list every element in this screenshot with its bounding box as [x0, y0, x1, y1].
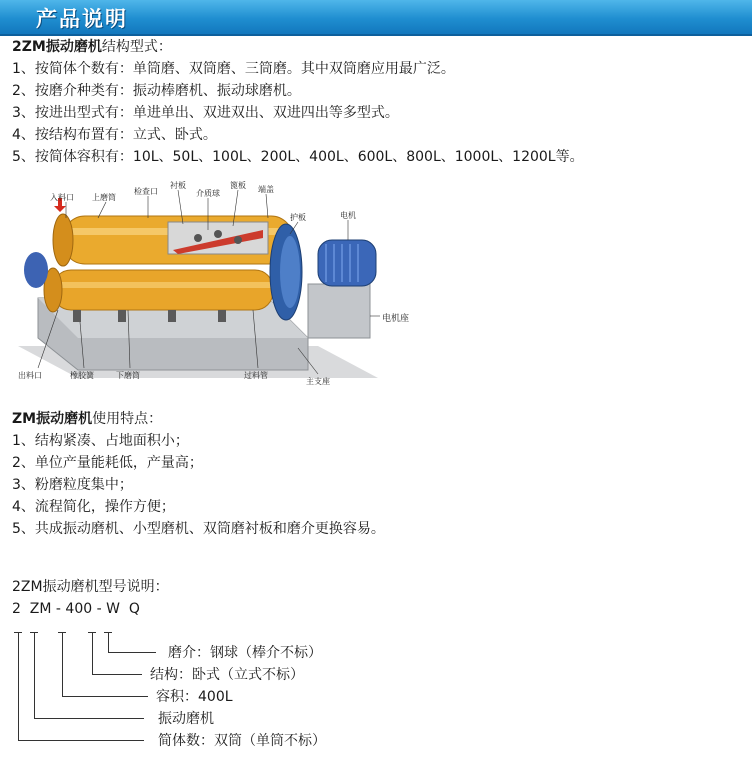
features-heading-bold: ZM振动磨机 [12, 411, 93, 427]
model-heading: 2ZM振动磨机型号说明： [12, 579, 169, 595]
structure-item: 3、按进出型式有：单进单出、双进双出、双进四出等多型式。 [12, 105, 399, 121]
label-main-base: 主支座 [306, 377, 330, 386]
label-transfer-pipe: 过料管 [244, 371, 268, 380]
label-liner: 衬板 [170, 181, 186, 190]
structure-item: 4、按结构布置有：立式、卧式。 [12, 127, 217, 143]
header-bar [0, 0, 752, 36]
structure-item: 1、按简体个数有：单筒磨、双筒磨、三筒磨。其中双筒磨应用最广泛。 [12, 61, 455, 77]
feature-item: 5、共成振动磨机、小型磨机、双筒磨衬板和磨介更换容易。 [12, 521, 385, 537]
structure-item: 2、按磨介种类有：振动棒磨机、振动球磨机。 [12, 83, 301, 99]
model-code: 2 ZM - 400 - W Q [12, 601, 140, 617]
features-heading-rest: 使用特点： [92, 411, 163, 427]
label-upper-tube: 上磨筒 [92, 193, 116, 202]
structure-item: 5、按简体容积有：10L、50L、100L、200L、400L、600L、800L、1000L、1200L等。 [12, 149, 584, 165]
label-media: 介质球 [196, 189, 220, 198]
label-motor-base-outer: 电机座 [382, 314, 410, 324]
label-inlet: 入料口 [50, 193, 74, 202]
label-lower-tube: 下磨筒 [116, 371, 140, 380]
label-guard: 护板 [290, 213, 306, 222]
structure-heading-bold: 2ZM振动磨机 [12, 39, 102, 55]
features-heading [12, 410, 162, 428]
label-motor: 电机 [340, 211, 356, 220]
page-title: 产品说明 [36, 7, 128, 31]
structure-heading-rest: 结构型式： [101, 39, 172, 55]
label-rubber-spring: 橡胶簧 [70, 371, 94, 380]
machine-diagram [18, 178, 388, 392]
tree-item-media: 磨介：钢球（棒介不标） [168, 645, 322, 661]
label-cover: 篦板 [230, 181, 246, 190]
tree-item-structure: 结构：卧式（立式不标） [150, 667, 304, 683]
feature-item: 2、单位产量能耗低，产量高； [12, 455, 203, 471]
label-end-cover: 端盖 [258, 185, 274, 194]
label-inspection: 检查口 [134, 187, 158, 196]
feature-item: 1、结构紧凑、占地面积小； [12, 433, 189, 449]
tree-item-mill: 振动磨机 [158, 711, 214, 727]
tree-item-volume: 容积：400L [156, 689, 233, 705]
tree-item-tubes: 简体数：双筒（单筒不标） [158, 733, 326, 749]
label-outlet: 出料口 [18, 371, 42, 380]
feature-item: 4、流程简化，操作方便； [12, 499, 175, 515]
structure-heading [12, 38, 172, 56]
feature-item: 3、粉磨粒度集中； [12, 477, 133, 493]
